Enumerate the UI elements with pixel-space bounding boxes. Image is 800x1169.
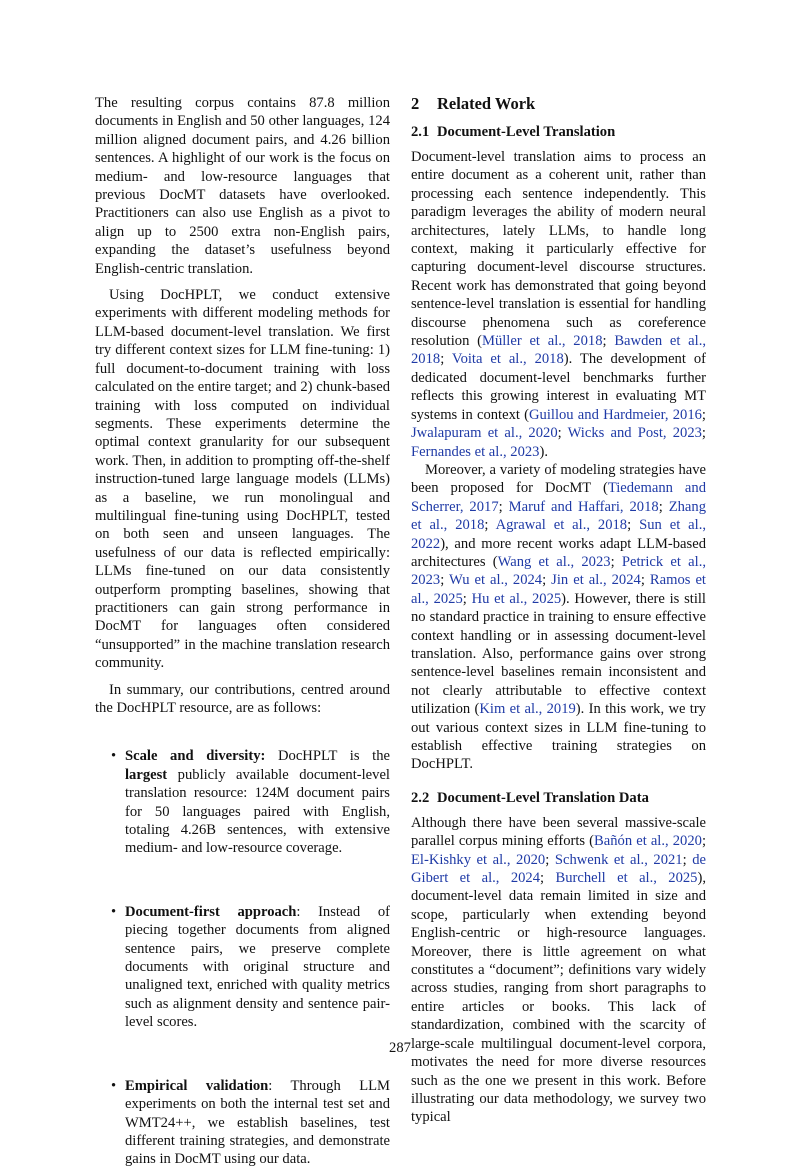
section-heading-related-work: 2 Related Work (411, 94, 536, 113)
citation-link[interactable]: Kim et al., 2019 (479, 701, 576, 718)
citation-link[interactable]: Bawden et al., 2018 (411, 333, 706, 368)
contribution-scale: • Scale and diversity: DocHPLT is the largest publicly available document-level translation resource: 124M document pairs for 50 languages paired with English, totaling 4.26B sentences, with extensive medium- and low-resource coverage. (111, 748, 390, 857)
citation-link[interactable]: Jwalapuram et al., 2020 (411, 425, 558, 442)
intro-paragraph-experiments: Using DocHPLT, we conduct extensive experiments with different modeling methods for LLM-based document-level translation. We first try different context sizes for LLM fine-tuning: 1) full document-to-document training with loss calculated on the entire target; and 2) chunk-based training with loss computed on individual segments. These experiments determine the optimal context granularity for our subsequent work. Then, in addition to prompting off-the-shelf instruction-tuned large language models (LLMs) as a baseline, we run monolingual and multilingual fine-tuning using DocHPLT, tested on both seen and unseen languages. The usefulness of our data is reflected empirically: LLMs fine-tuned on our data consistently outperform prompting baselines, showing that practitioners can gain strong performance in DocMT for languages often considered “unsupported” in the machine translation research community. (95, 287, 390, 672)
right-column (411, 94, 706, 1127)
citation-link[interactable]: Müller et al., 2018 (481, 333, 603, 350)
intro-paragraph-corpus: The resulting corpus contains 87.8 million documents in English and 50 other languages, 124 million aligned document pairs, and 4.26 billion sentences. A highlight of our work is the focus on medium- and low-resource languages that previous DocMT datasets have overlooked. Practitioners can also use English as a pivot to align up to 2500 extra non-English pairs, expanding the dataset’s usefulness beyond English-centric translation. (95, 95, 390, 277)
citation-link[interactable]: de Gibert et al., 2024 (411, 851, 707, 887)
subsection-heading-translation-data: 2.2 Document-Level Translation Data (411, 789, 649, 806)
contribution-scale-title: Scale and diversity: (125, 748, 266, 765)
related-paragraph-data: Although there have been several massive-scale parallel corpus mining efforts (Bañón et al., 2020; El-Kishky et al., 2020; Schwenk et al., 2021; de Gibert et al., 2024; Burchell et al., 2025), document-level data remain limited in size and scope, particularly when extending beyond English-centric or high-resource languages. Moreover, there is little agreement on what constitutes a “document”; definitions vary widely across studies, ranging from short paragraphs to entire articles or books. This lack of standardization, combined with the scarcity of large-scale multilingual document-level corpora, motivates the need for more diverse resources such as the one we present in this work. Before illustrating our data methodology, we survey two typical (411, 814, 707, 1126)
contributions-list (95, 747, 390, 1168)
citation-link[interactable]: Wicks and Post, 2023 (567, 425, 702, 442)
citation-link[interactable]: Maruf and Haffari, 2018 (508, 498, 659, 515)
page-number: 287 (389, 1040, 411, 1056)
citation-link[interactable]: Wu et al., 2024 (449, 572, 543, 589)
citation-link[interactable]: Schwenk et al., 2021 (554, 851, 683, 868)
contribution-document-first: • Document-first approach: Instead of piecing together documents from aligned sentence pairs, we preserve complete documents with original structure and unaligned text, enriched with quality metrics such as alignment density and sentence pair-level scores. (111, 903, 390, 1031)
related-paragraph-discourse: Document-level translation aims to process an entire document as a coherent unit, rather than processing each sentence independently. This paradigm leverages the ability of modern neural architectures, lately LLMs, to handle long context, making it particularly effective for capturing document-level discourse structures. Recent work has demonstrated that going beyond sentence-level translation is essential for handling discourse phenomena such as coreference resolution (Müller et al., 2018; Bawden et al., 2018; Voita et al., 2018). The development of dedicated document-level benchmarks further reflects this growing interest in evaluating MT systems in context (Guillou and Hardmeier, 2016; Jwalapuram et al., 2020; Wicks and Post, 2023; Fernandes et al., 2023). (411, 149, 706, 460)
left-column (95, 94, 390, 1169)
bullet-icon: • (111, 1077, 117, 1094)
citation-link[interactable]: Guillou and Hardmeier, 2016 (529, 406, 702, 423)
bullet-icon: • (111, 903, 117, 920)
citation-link[interactable]: Voita et al., 2018 (451, 351, 564, 368)
citation-link[interactable]: Fernandes et al., 2023 (411, 443, 540, 460)
citation-link[interactable]: Burchell et al., 2025 (555, 870, 698, 887)
intro-paragraph-summary: In summary, our contributions, centred around the DocHPLT resource, are as follows: (95, 681, 390, 716)
citation-link[interactable]: El-Kishky et al., 2020 (411, 851, 546, 868)
citation-link[interactable]: Sun et al., 2022 (411, 517, 706, 552)
subsection-heading-document-level-translation: 2.1 Document-Level Translation (411, 124, 616, 140)
contribution-empirical: • Empirical validation: Through LLM experiments on both the internal test set and WMT24++, we establish baselines, test different training strategies, and demonstrate gains in DocMT using our data. (111, 1077, 391, 1168)
citation-link[interactable]: Zhang et al., 2018 (411, 498, 706, 534)
contribution-document-first-title: Document-first approach (125, 903, 297, 920)
citation-link[interactable]: Petrick et al., 2023 (411, 553, 707, 589)
citation-link[interactable]: Hu et al., 2025 (471, 590, 562, 607)
citation-link[interactable]: Bañón et al., 2020 (594, 833, 702, 850)
citation-link[interactable]: Wang et al., 2023 (497, 553, 611, 570)
contribution-empirical-title: Empirical validation (125, 1077, 269, 1094)
citation-link[interactable]: Agrawal et al., 2018 (495, 517, 628, 534)
related-paragraph-modeling: Moreover, a variety of modeling strategies have been proposed for DocMT (Tiedemann and Scherrer, 2017; Maruf and Haffari, 2018; Zhang et al., 2018; Agrawal et al., 2018; Sun et al., 2022), and more recent works adapt LLM-based architectures (Wang et al., 2023; Petrick et al., 2023; Wu et al., 2024; Jin et al., 2024; Ramos et al., 2025; Hu et al., 2025). However, there is still no standard practice in training to ensure effective context handling or in assessing document-level translation. Also, performance gains over strong sentence-level baselines remain inconsistent and not clearly attributable to effective context utilization (Kim et al., 2019). In this work, we try out various context sizes in LLM fine-tuning to establish effective training strategies on DocHPLT. (411, 461, 707, 773)
citation-link[interactable]: Ramos et al., 2025 (411, 572, 706, 607)
bullet-icon: • (111, 748, 117, 765)
citation-link[interactable]: Tiedemann and Scherrer, 2017 (411, 480, 706, 515)
citation-link[interactable]: Jin et al., 2024 (551, 572, 641, 589)
